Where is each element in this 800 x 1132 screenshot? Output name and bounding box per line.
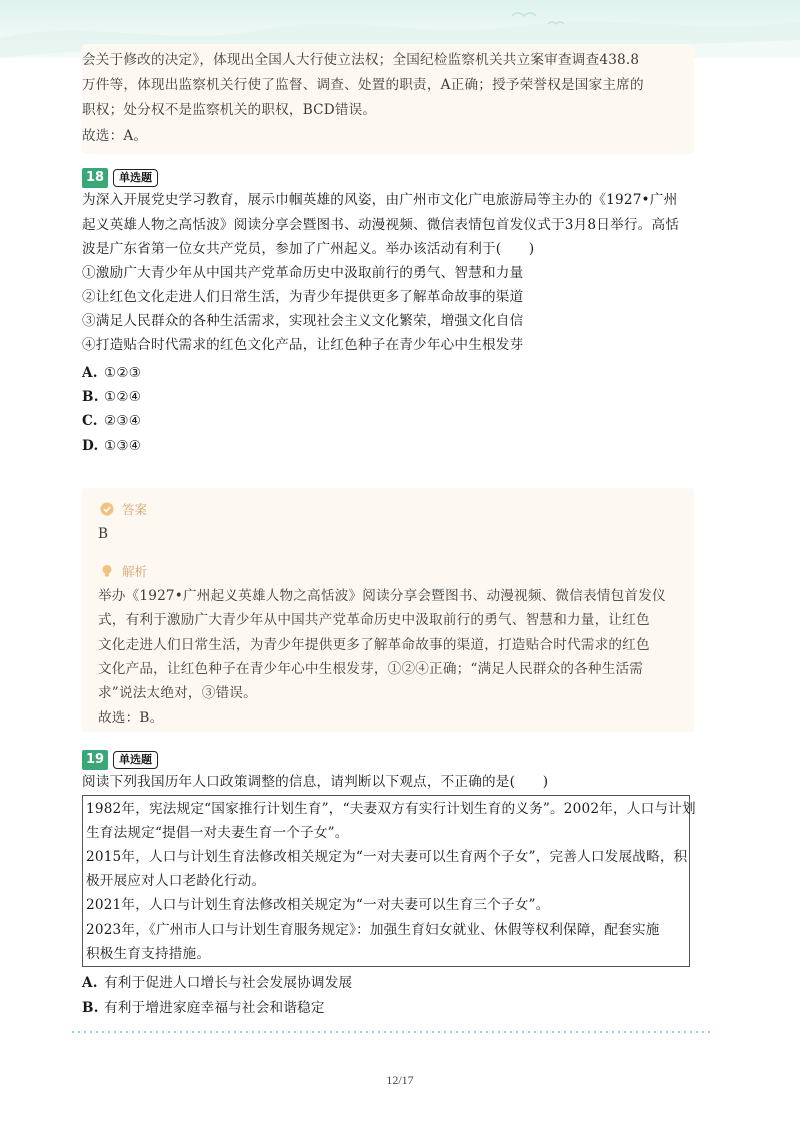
statement-2: ②让红色文化走进人们日常生活，为青少年提供更多了解革命故事的渠道 <box>82 289 524 305</box>
policy-line: 生育法规定“提倡一对夫妻生育一个子女”。 <box>86 825 349 841</box>
option-d: D. ①③④ <box>82 438 142 454</box>
dotted-divider <box>70 1031 710 1033</box>
analysis-line: 求”说法太绝对，③错误。 <box>98 685 257 701</box>
statement-4: ④打造贴合时代需求的红色文化产品，让红色种子在青少年心中生根发芽 <box>82 337 524 353</box>
option-b: B. ①②④ <box>82 389 142 405</box>
analysis-line: 文化产品，让红色种子在青少年心中生根发芽，①②④正确；“满足人民群众的各种生活需 <box>98 661 644 677</box>
prev-explanation-conclusion: 故选：A。 <box>82 128 148 144</box>
option-a: A. 有利于促进人口增长与社会发展协调发展 <box>82 975 353 991</box>
answer-value: B <box>98 526 109 542</box>
page-number: 12/17 <box>386 1073 414 1087</box>
question-type-tag: 单选题 <box>113 751 158 769</box>
question-18-stem: 波是广东省第一位女共产党员，参加了广州起义。举办该活动有利于( ) <box>82 241 535 257</box>
question-18-stem: 起义英雄人物之高恬波》阅读分享会暨图书、动漫视频、微信表情包首发仪式于3月8日举行。高恬 <box>82 217 680 233</box>
prev-explanation-line: 会关于修改的决定》，体现出全国人大行使立法权；全国纪检监察机关共立案审查调查438.8 <box>82 52 640 68</box>
statement-1: ①激励广大青少年从中国共产党革命历史中汲取前行的勇气、智慧和力量 <box>82 265 524 281</box>
policy-line: 2015年，人口与计划生育法修改相关规定为“一对夫妻可以生育两个子女”，完善人口发展战略，积 <box>86 849 688 865</box>
question-number-badge: 18 <box>82 168 108 188</box>
option-a: A. ①②③ <box>82 365 142 381</box>
prev-explanation-line: 万件等，体现出监察机关行使了监督、调查、处置的职责，A正确；授予荣誉权是国家主席的 <box>82 77 644 93</box>
question-19-stem: 阅读下列我国历年人口政策调整的信息，请判断以下观点，不正确的是( ) <box>82 774 549 790</box>
question-number-badge: 19 <box>82 750 108 770</box>
question-19-header <box>82 750 158 770</box>
analysis-tag <box>100 562 147 580</box>
analysis-label: 解析 <box>122 564 148 579</box>
statement-3: ③满足人民群众的各种生活需求，实现社会主义文化繁荣，增强文化自信 <box>82 313 524 329</box>
analysis-conclusion: 故选：B。 <box>98 710 164 726</box>
lightbulb-icon <box>100 564 114 578</box>
answer-tag <box>100 500 147 518</box>
policy-line: 2021年，人口与计划生育法修改相关规定为“一对夫妻可以生育三个子女”。 <box>86 897 550 913</box>
policy-line: 积极生育支持措施。 <box>86 946 211 962</box>
policy-line: 1982年，宪法规定“国家推行计划生育”，“夫妻双方有实行计划生育的义务”。2002年，人口与计划 <box>86 801 696 817</box>
prev-explanation-line: 职权；处分权不是监察机关的职权，BCD错误。 <box>82 102 377 118</box>
analysis-line: 举办《1927•广州起义英雄人物之高恬波》阅读分享会暨图书、动漫视频、微信表情包首发仪 <box>98 588 666 604</box>
question-18-stem: 为深入开展党史学习教育，展示巾帼英雄的风姿，由广州市文化广电旅游局等主办的《1927•广州 <box>82 192 678 208</box>
question-type-tag: 单选题 <box>113 169 158 187</box>
answer-label: 答案 <box>122 502 148 517</box>
option-c: C. ②③④ <box>82 413 142 429</box>
question-18-header <box>82 168 158 188</box>
analysis-line: 式，有利于激励广大青少年从中国共产党革命历史中汲取前行的勇气、智慧和力量，让红色 <box>98 612 650 628</box>
policy-line: 2023年，《广州市人口与计划生育服务规定》：加强生育妇女就业、休假等权利保障，配套实施 <box>86 922 660 938</box>
policy-line: 极开展应对人口老龄化行动。 <box>86 873 266 889</box>
option-b: B. 有利于增进家庭幸福与社会和谐稳定 <box>82 1000 325 1016</box>
analysis-line: 文化走进人们日常生活，为青少年提供更多了解革命故事的渠道，打造贴合时代需求的红色 <box>98 637 650 653</box>
check-circle-icon <box>100 502 114 516</box>
